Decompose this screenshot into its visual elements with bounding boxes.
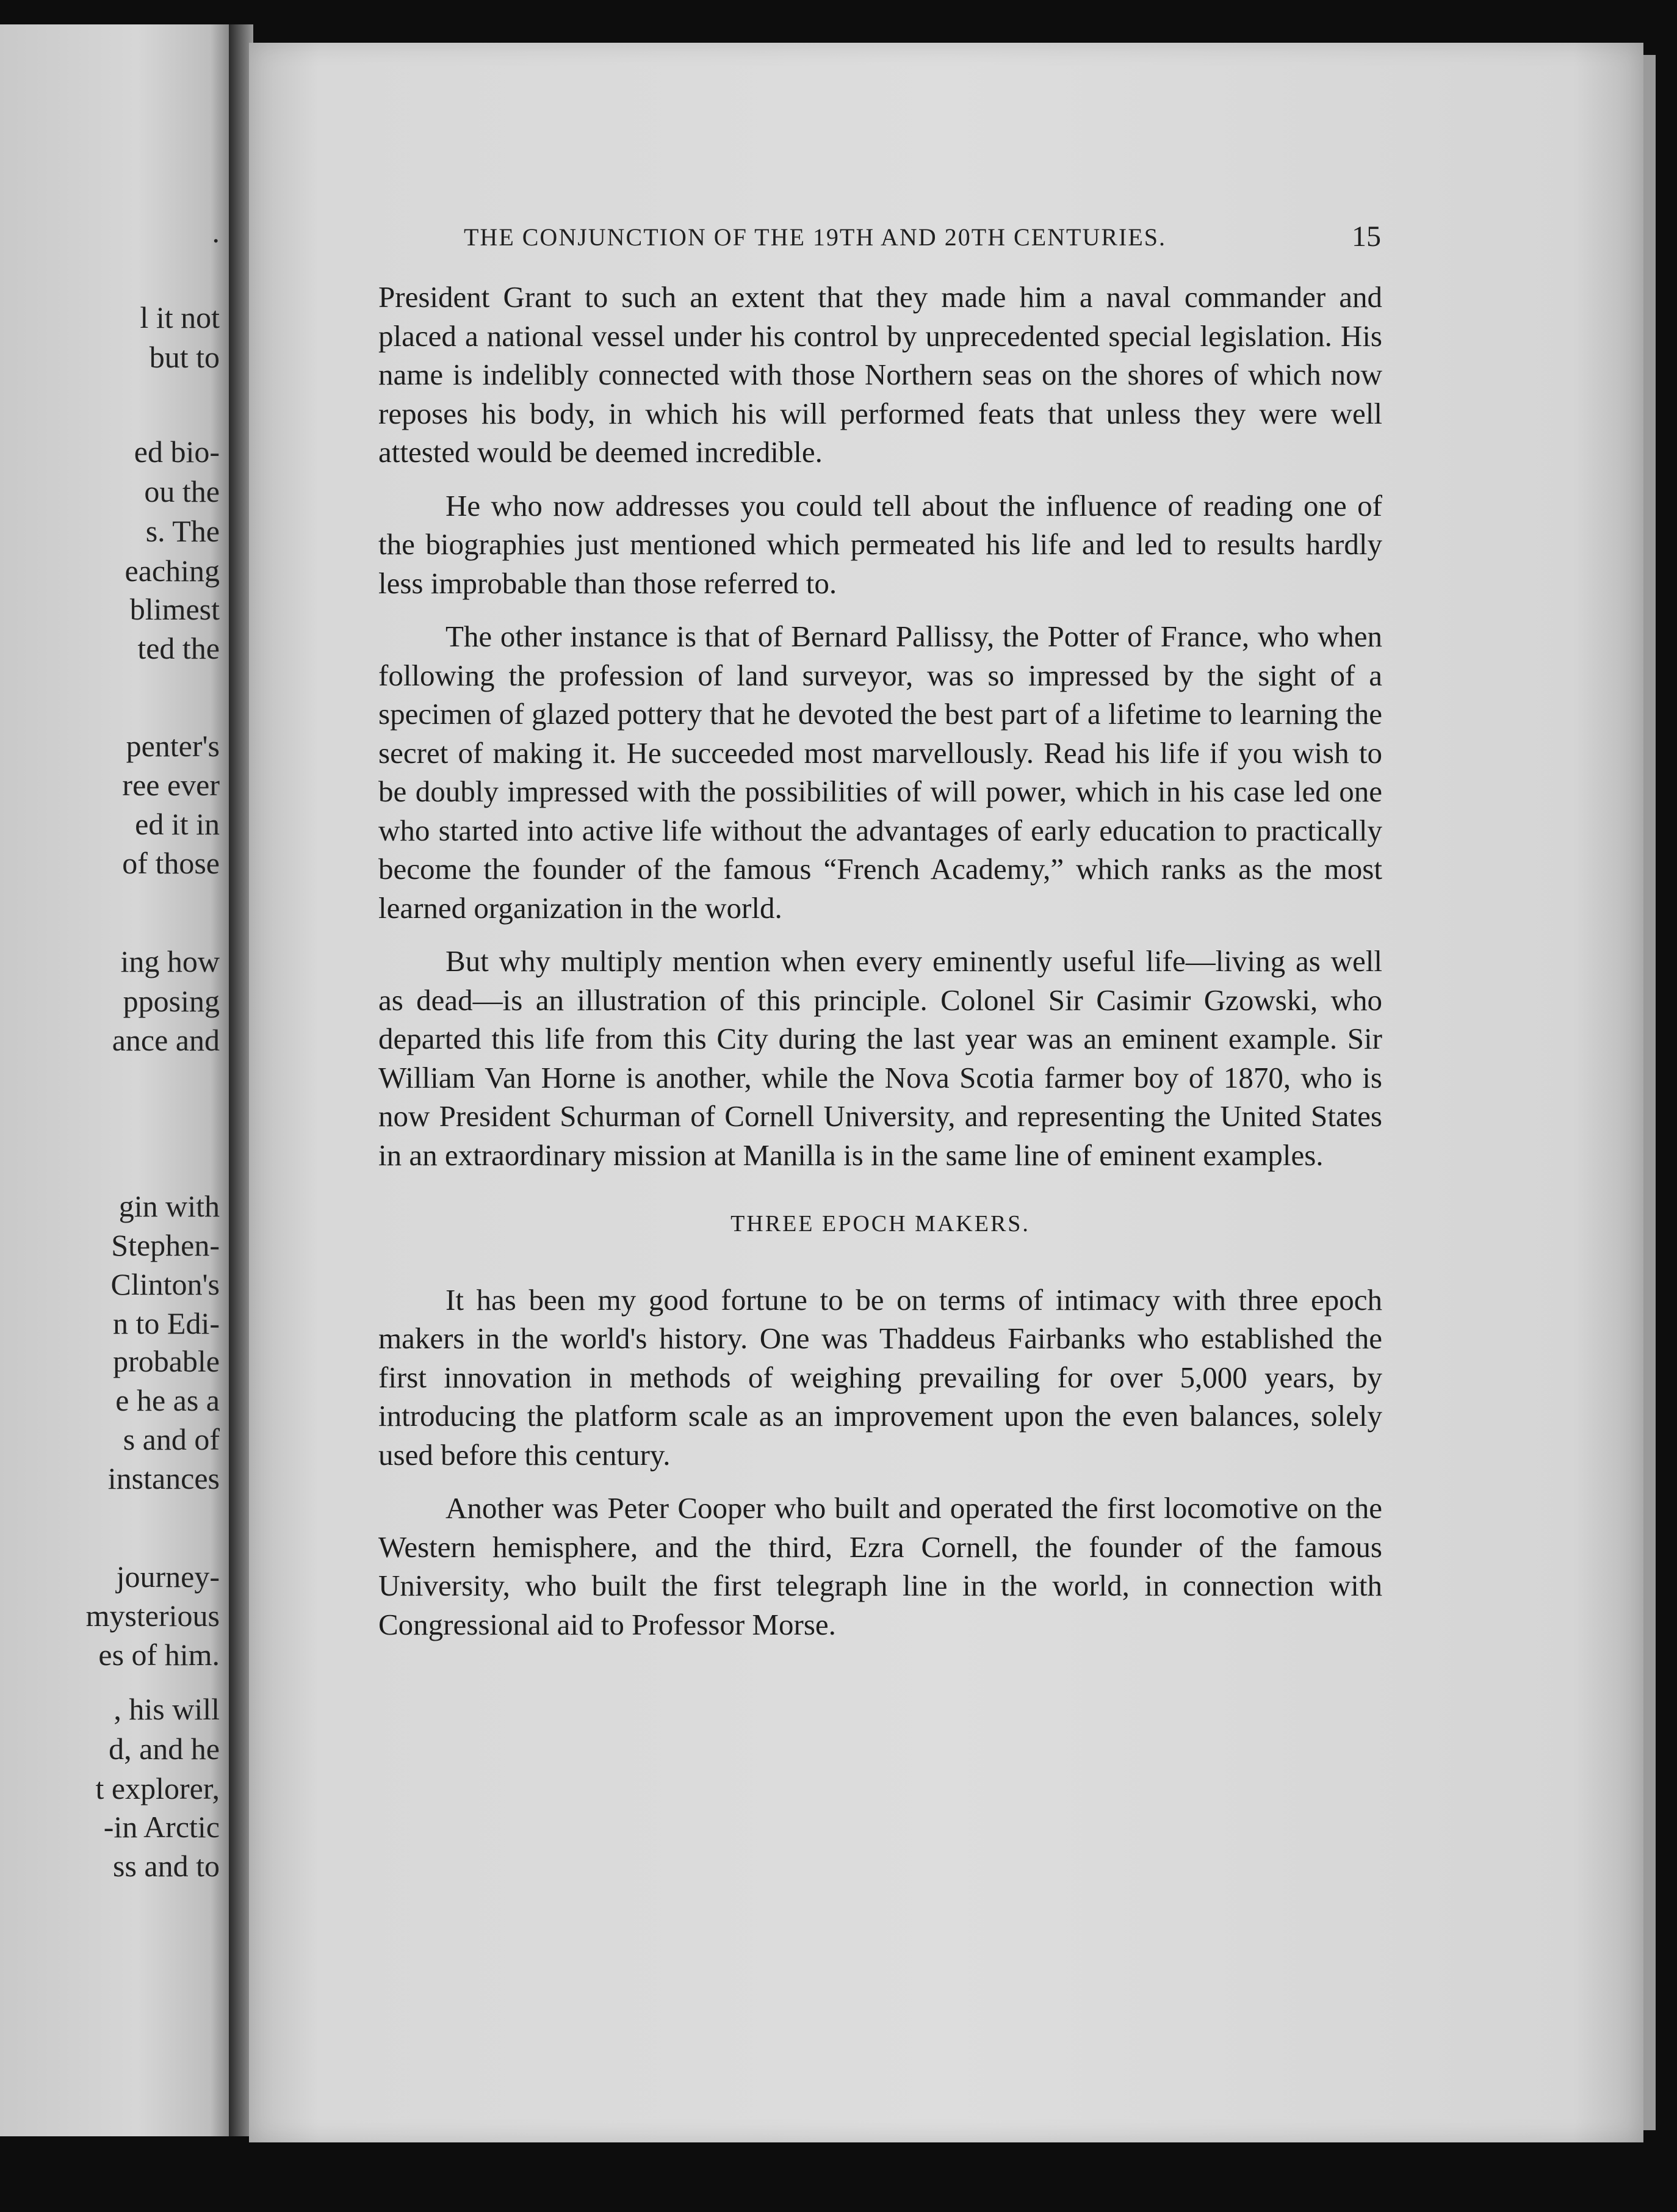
body-text [378, 278, 1382, 1658]
left-page-line: ing how [120, 944, 220, 978]
left-page-line: instances [107, 1461, 220, 1495]
paragraph: President Grant to such an extent that they made him a naval commander and placed a national vessel under his control by unprecedented special legislation. His name is indelibly connected with those Northern seas on the shores of which now reposes his body, in which his will performed feats that unless they were well attested would be deemed incredible. [378, 280, 1382, 469]
paragraph: But why multiply mention when every eminently useful life—living as well as dead—is an illustration of this principle. Colonel Sir Casimir Gzowski, who departed this life from this City during the last year was an eminent example. Sir William Van Horne is another, while the Nova Scotia farmer boy of 1870, who is now President Schurman of Cornell University, and representing the United States in an extraordinary mission at Manilla is in the same line of eminent examples. [378, 944, 1382, 1172]
left-page-line: Clinton's [110, 1267, 220, 1301]
left-page-line: -in Arctic [103, 1810, 220, 1844]
left-page-line: but to [149, 340, 220, 374]
page-number: 15 [1352, 220, 1381, 253]
left-page-line: mysterious [85, 1599, 220, 1633]
left-page-line: blimest [129, 592, 220, 626]
left-facing-page [0, 24, 229, 2136]
left-page-line: penter's [126, 729, 220, 763]
left-page-line: ted the [137, 631, 220, 665]
left-page-line: n to Edi- [113, 1306, 220, 1340]
left-page-line: . [212, 215, 220, 249]
paragraph: Another was Peter Cooper who built and operated the first locomotive on the Western hemisphere, and the third, Ezra Cornell, the founder of the famous University, who built the first telegraph line in the world, in connection with Congressional aid to Professor Morse. [378, 1491, 1382, 1641]
left-page-line: e he as a [115, 1383, 220, 1417]
section-heading: THREE EPOCH MAKERS. [730, 1211, 1030, 1237]
left-page-line: s. The [145, 514, 220, 548]
page-edge [1643, 55, 1656, 2130]
paragraph: He who now addresses you could tell about the influence of reading one of the biographies just mentioned which permeated his life and led to results hardly less improbable than those referred to. [378, 488, 1382, 600]
left-page-line: gin with [118, 1189, 220, 1223]
left-page-line: ance and [112, 1023, 220, 1057]
left-page-line: of those [122, 846, 220, 880]
left-page-line: t explorer, [95, 1771, 220, 1805]
left-page-line: ree ever [122, 768, 220, 802]
running-head: THE CONJUNCTION OF THE 19TH AND 20TH CENTURIES. [464, 223, 1167, 251]
left-page-line: probable [113, 1344, 220, 1378]
left-page-line: es of him. [98, 1638, 220, 1672]
left-page-line: l it not [140, 300, 220, 334]
left-page-line: eaching [124, 554, 220, 588]
left-page-line: ed it in [135, 807, 220, 841]
left-page-line: ss and to [113, 1849, 220, 1883]
left-page-line: journey- [116, 1560, 220, 1594]
left-page-line: Stephen- [111, 1228, 220, 1262]
paragraph: The other instance is that of Bernard Pallissy, the Potter of France, who when following the profession of land surveyor, was so impressed by the sight of a specimen of glazed pottery that he devoted the best part of a lifetime to learning the secret of making it. He succeeded most marvellously. Read his life if you wish to be doubly impressed with the possibilities of will power, which in his case led one who started into active life without the advantages of early education to practically become the founder of the famous “French Academy,” which ranks as the most learned organization in the world. [378, 620, 1382, 925]
left-page-line: ed bio- [134, 435, 220, 469]
left-page-line: s and of [123, 1422, 220, 1456]
left-page-line: ou the [144, 474, 220, 508]
left-page-line: , his will [114, 1692, 220, 1726]
left-page-line: pposing [123, 984, 220, 1018]
paragraph: It has been my good fortune to be on terms of intimacy with three epoch makers in the world's history. One was Thaddeus Fairbanks who established the first innovation in methods of weighing prevailing for over 5,000 years, by introducing the platform scale as an improvement upon the even balances, solely used before this century. [378, 1282, 1382, 1472]
left-page-line: d, and he [109, 1732, 220, 1766]
